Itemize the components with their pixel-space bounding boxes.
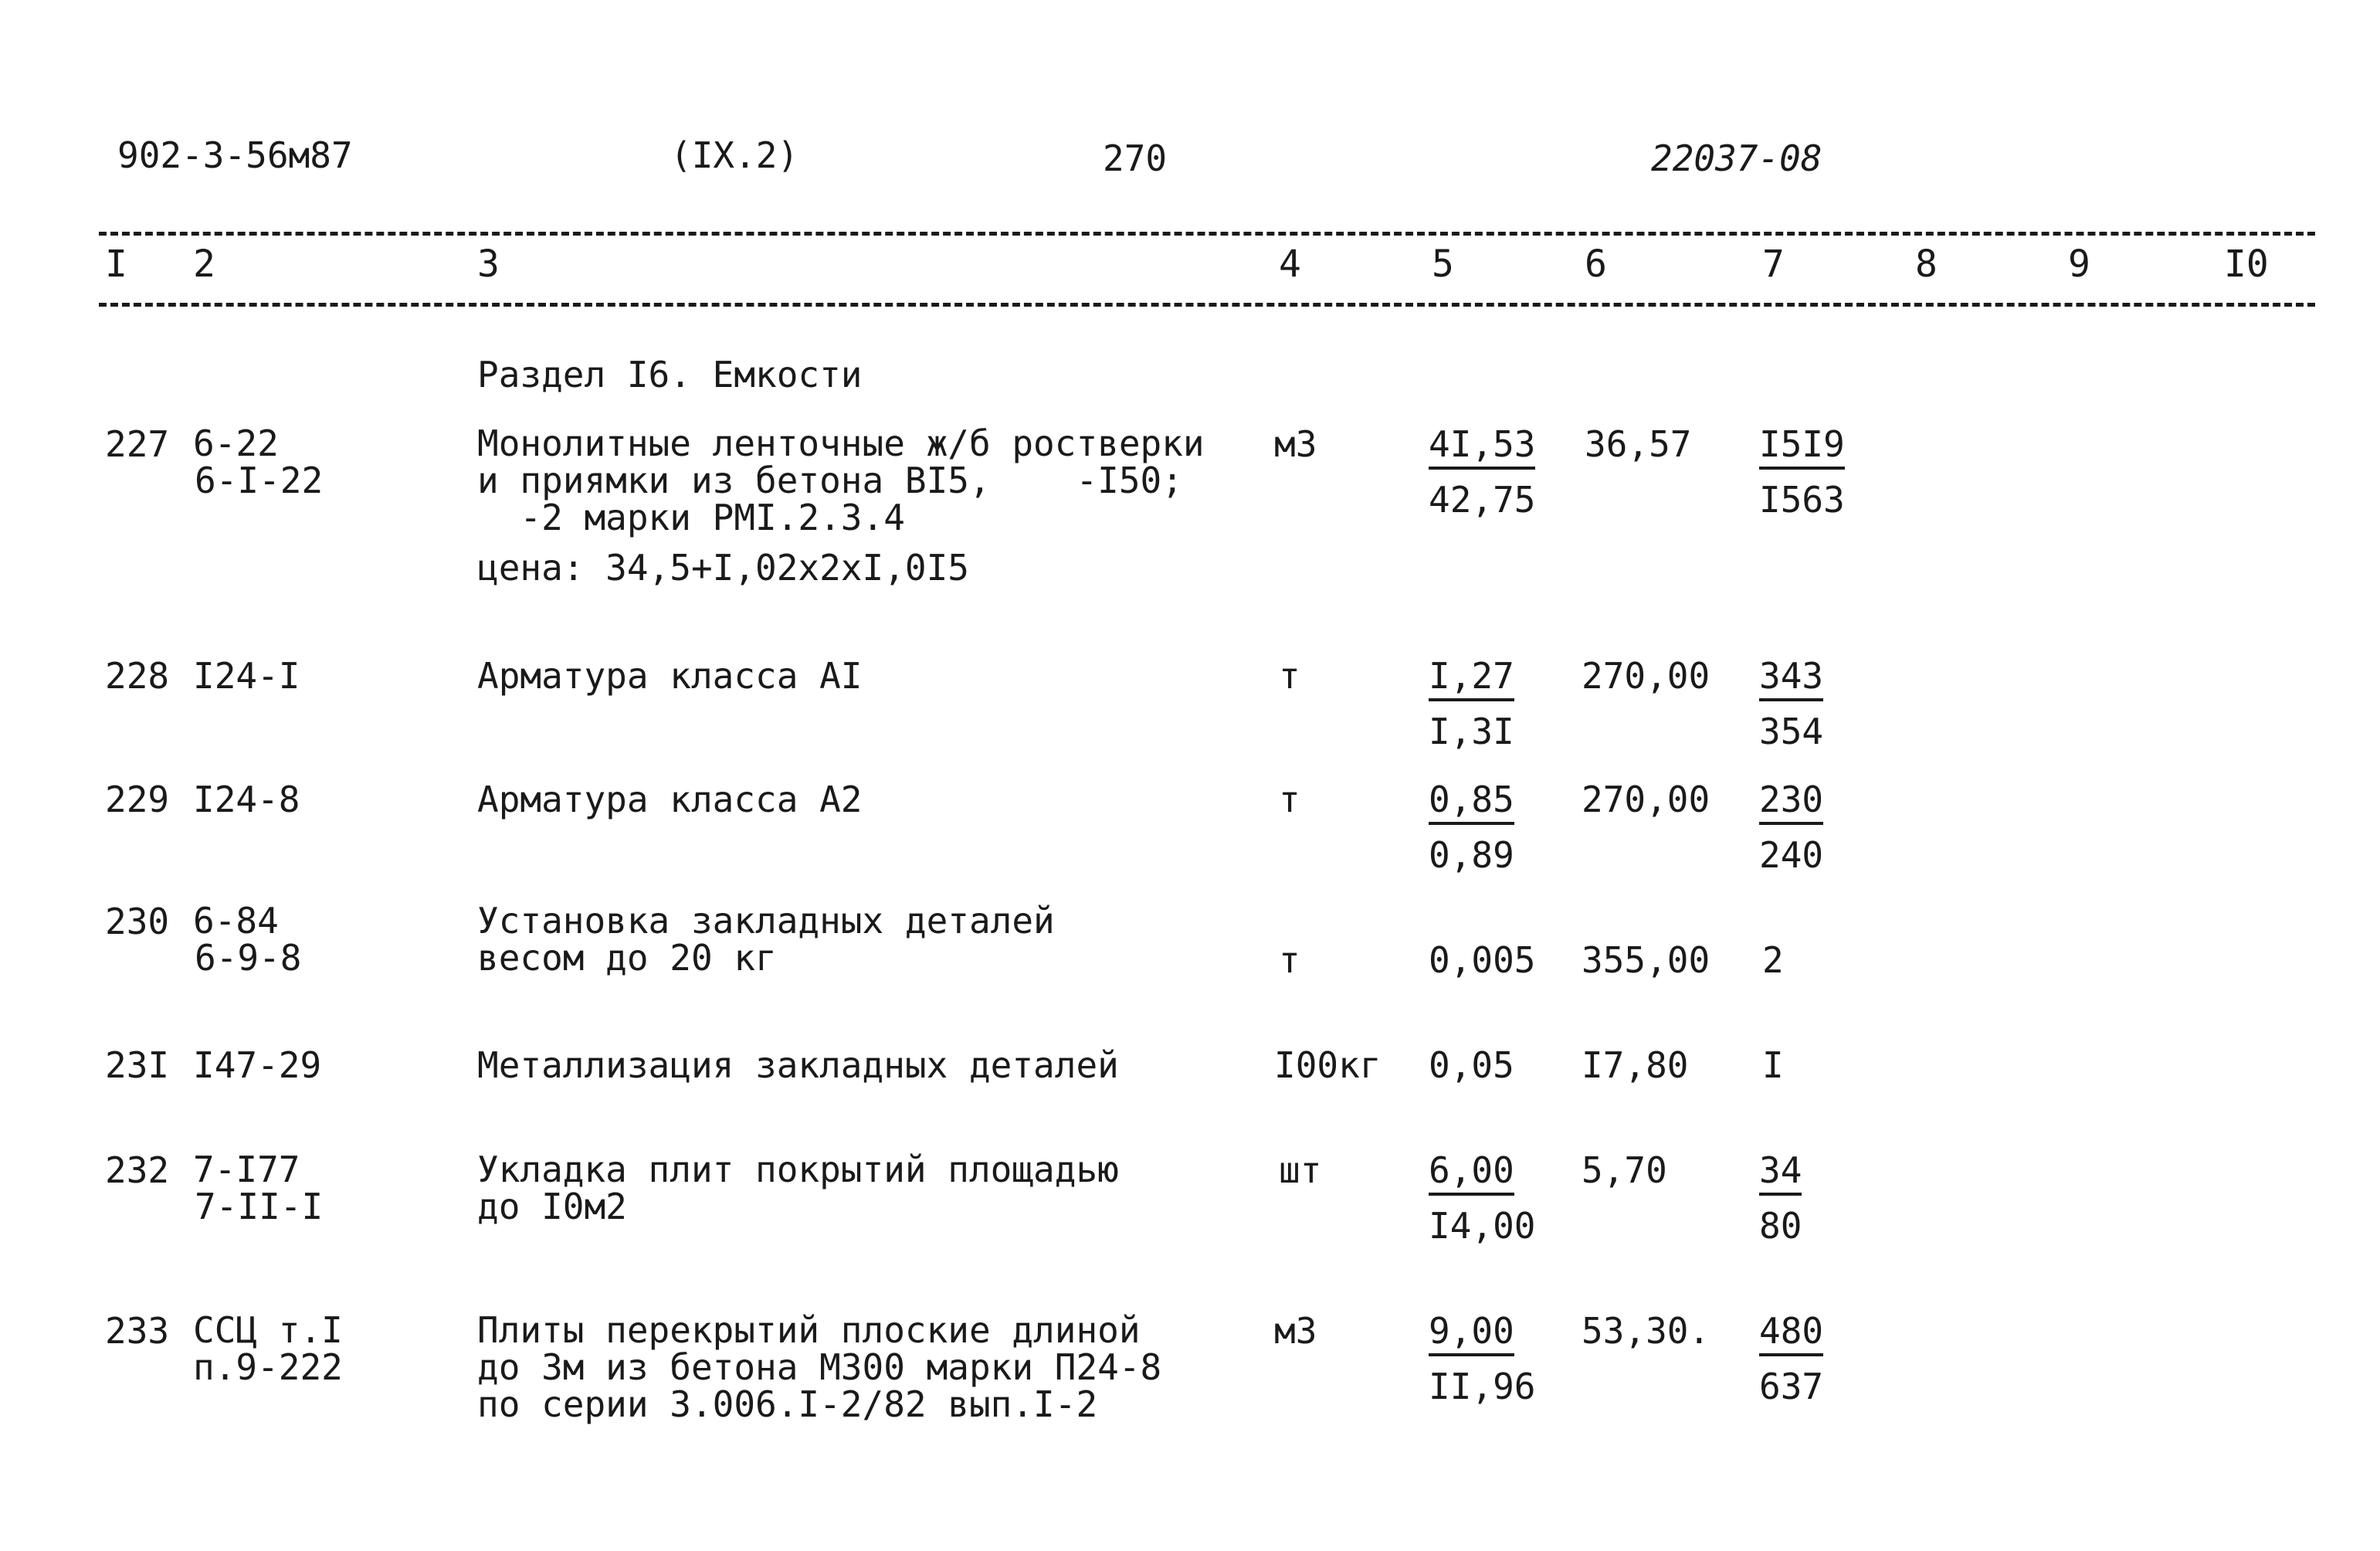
row-total [1759, 423, 1845, 521]
row-quantity [1429, 1310, 1536, 1407]
row-description-line: до I0м2 [477, 1186, 627, 1227]
row-quantity: 0,05 [1429, 1044, 1514, 1086]
row-unit-price: 36,57 [1585, 423, 1692, 465]
row-number: 227 [105, 423, 170, 465]
row-description [477, 1309, 1162, 1425]
row-total [1759, 1310, 1824, 1407]
row-code-line: ССЦ т.I [193, 1309, 343, 1351]
column-header-3: 3 [477, 243, 500, 286]
row-description-line: весом до 20 кг [477, 937, 777, 979]
row-quantity [1429, 655, 1514, 752]
row-description-line: Монолитные ленточные ж/б ростверки [477, 423, 1205, 464]
row-description-line: и приямки из бетона BI5, -I50; [477, 460, 1183, 501]
row-unit: т [1279, 655, 1300, 697]
row-code-line: п.9-222 [193, 1346, 343, 1388]
row-code: I24-I [193, 655, 300, 697]
row-unit-price: 355,00 [1582, 939, 1710, 981]
row-unit-price: I7,80 [1582, 1044, 1689, 1086]
quantity-numerator: 6,00 [1429, 1152, 1514, 1196]
document-code: 902-3-56м87 [117, 134, 353, 176]
row-unit: шт [1279, 1149, 1322, 1191]
page-number: 270 [1103, 137, 1168, 179]
row-code [193, 1309, 343, 1388]
total-numerator: 343 [1759, 658, 1823, 701]
column-header-10: I0 [2224, 243, 2269, 286]
row-quantity [1429, 1149, 1536, 1247]
quantity-denominator: I,3I [1429, 711, 1514, 752]
row-code [193, 425, 323, 499]
row-total [1759, 655, 1824, 752]
column-header-2: 2 [193, 243, 215, 286]
column-header-4: 4 [1279, 243, 1301, 286]
row-description [477, 1151, 1119, 1225]
row-code-line: 6-22 [193, 423, 279, 464]
bottom-dashed-rule [99, 303, 2315, 307]
quantity-numerator: I,27 [1429, 658, 1514, 701]
row-number: 233 [105, 1310, 170, 1352]
row-code: I47-29 [193, 1044, 322, 1086]
quantity-numerator: 9,00 [1429, 1313, 1514, 1356]
section-title: Раздел I6. Емкости [477, 354, 863, 395]
row-price-note: цена: 34,5+I,02x2xI,0I5 [477, 547, 969, 589]
column-header-5: 5 [1432, 243, 1454, 286]
quantity-denominator: 0,89 [1429, 834, 1514, 876]
total-numerator: I5I9 [1759, 426, 1845, 470]
column-header-9: 9 [2068, 243, 2090, 286]
row-unit: м3 [1274, 423, 1317, 465]
column-header-6: 6 [1585, 243, 1607, 286]
row-description-line: Установка закладных деталей [477, 900, 1055, 942]
row-total: 2 [1762, 939, 1784, 981]
row-unit-price: 270,00 [1582, 655, 1710, 697]
row-description: Металлизация закладных деталей [477, 1044, 1119, 1086]
quantity-numerator: 0,85 [1429, 782, 1514, 825]
row-quantity [1429, 779, 1514, 876]
row-number: 232 [105, 1149, 170, 1191]
row-code-line: 6-84 [193, 900, 279, 942]
section-reference: (IX.2) [670, 134, 799, 176]
row-unit-price: 270,00 [1582, 779, 1710, 820]
row-quantity [1429, 423, 1536, 521]
total-denominator: I563 [1759, 479, 1845, 521]
column-header-7: 7 [1762, 243, 1785, 286]
row-number: 229 [105, 779, 170, 820]
row-code: I24-8 [193, 779, 300, 820]
quantity-numerator: 4I,53 [1429, 426, 1535, 470]
quantity-denominator: 42,75 [1429, 479, 1536, 521]
row-unit-price: 5,70 [1582, 1149, 1667, 1191]
total-denominator: 637 [1759, 1366, 1824, 1407]
top-dashed-rule [99, 232, 2315, 236]
row-number: 23I [105, 1044, 170, 1086]
row-description: Арматура класса A2 [477, 779, 863, 820]
column-header-1: I [105, 243, 127, 286]
row-total: I [1762, 1044, 1784, 1086]
total-denominator: 80 [1759, 1205, 1802, 1247]
row-unit: I00кг [1274, 1044, 1382, 1086]
row-number: 230 [105, 901, 170, 942]
total-numerator: 34 [1759, 1152, 1802, 1196]
total-numerator: 480 [1759, 1313, 1823, 1356]
row-quantity: 0,005 [1429, 939, 1536, 981]
row-description: Арматура класса AI [477, 655, 863, 697]
row-code-line: 7-I77 [193, 1149, 300, 1190]
quantity-denominator: II,96 [1429, 1366, 1536, 1407]
row-description-line: Укладка плит покрытий площадью [477, 1149, 1119, 1190]
total-numerator: 230 [1759, 782, 1823, 825]
row-description-line: Плиты перекрытий плоские длиной [477, 1309, 1141, 1351]
column-header-8: 8 [1915, 243, 1938, 286]
row-unit: т [1279, 779, 1300, 820]
row-unit: м3 [1274, 1310, 1317, 1352]
quantity-denominator: I4,00 [1429, 1205, 1536, 1247]
row-code [193, 900, 302, 979]
row-code [193, 1151, 323, 1225]
row-unit-price: 53,30. [1582, 1310, 1710, 1352]
row-description [477, 900, 1055, 979]
row-code-line: 6-I-22 [195, 460, 324, 501]
total-denominator: 354 [1759, 711, 1824, 752]
row-code-line: 7-II-I [195, 1186, 324, 1227]
row-total [1759, 1149, 1802, 1247]
row-description-line: по серии 3.006.I-2/82 вып.I-2 [477, 1383, 1098, 1425]
row-unit: т [1279, 939, 1300, 981]
row-number: 228 [105, 655, 170, 697]
row-total [1759, 779, 1824, 876]
total-denominator: 240 [1759, 834, 1824, 876]
row-description-line: до 3м из бетона М300 марки П24-8 [477, 1346, 1162, 1388]
row-code-line: 6-9-8 [195, 937, 302, 979]
row-description [477, 425, 1205, 536]
row-description-line: -2 марки PMI.2.3.4 [477, 497, 905, 538]
sheet-code: 22037-08 [1651, 137, 1822, 179]
